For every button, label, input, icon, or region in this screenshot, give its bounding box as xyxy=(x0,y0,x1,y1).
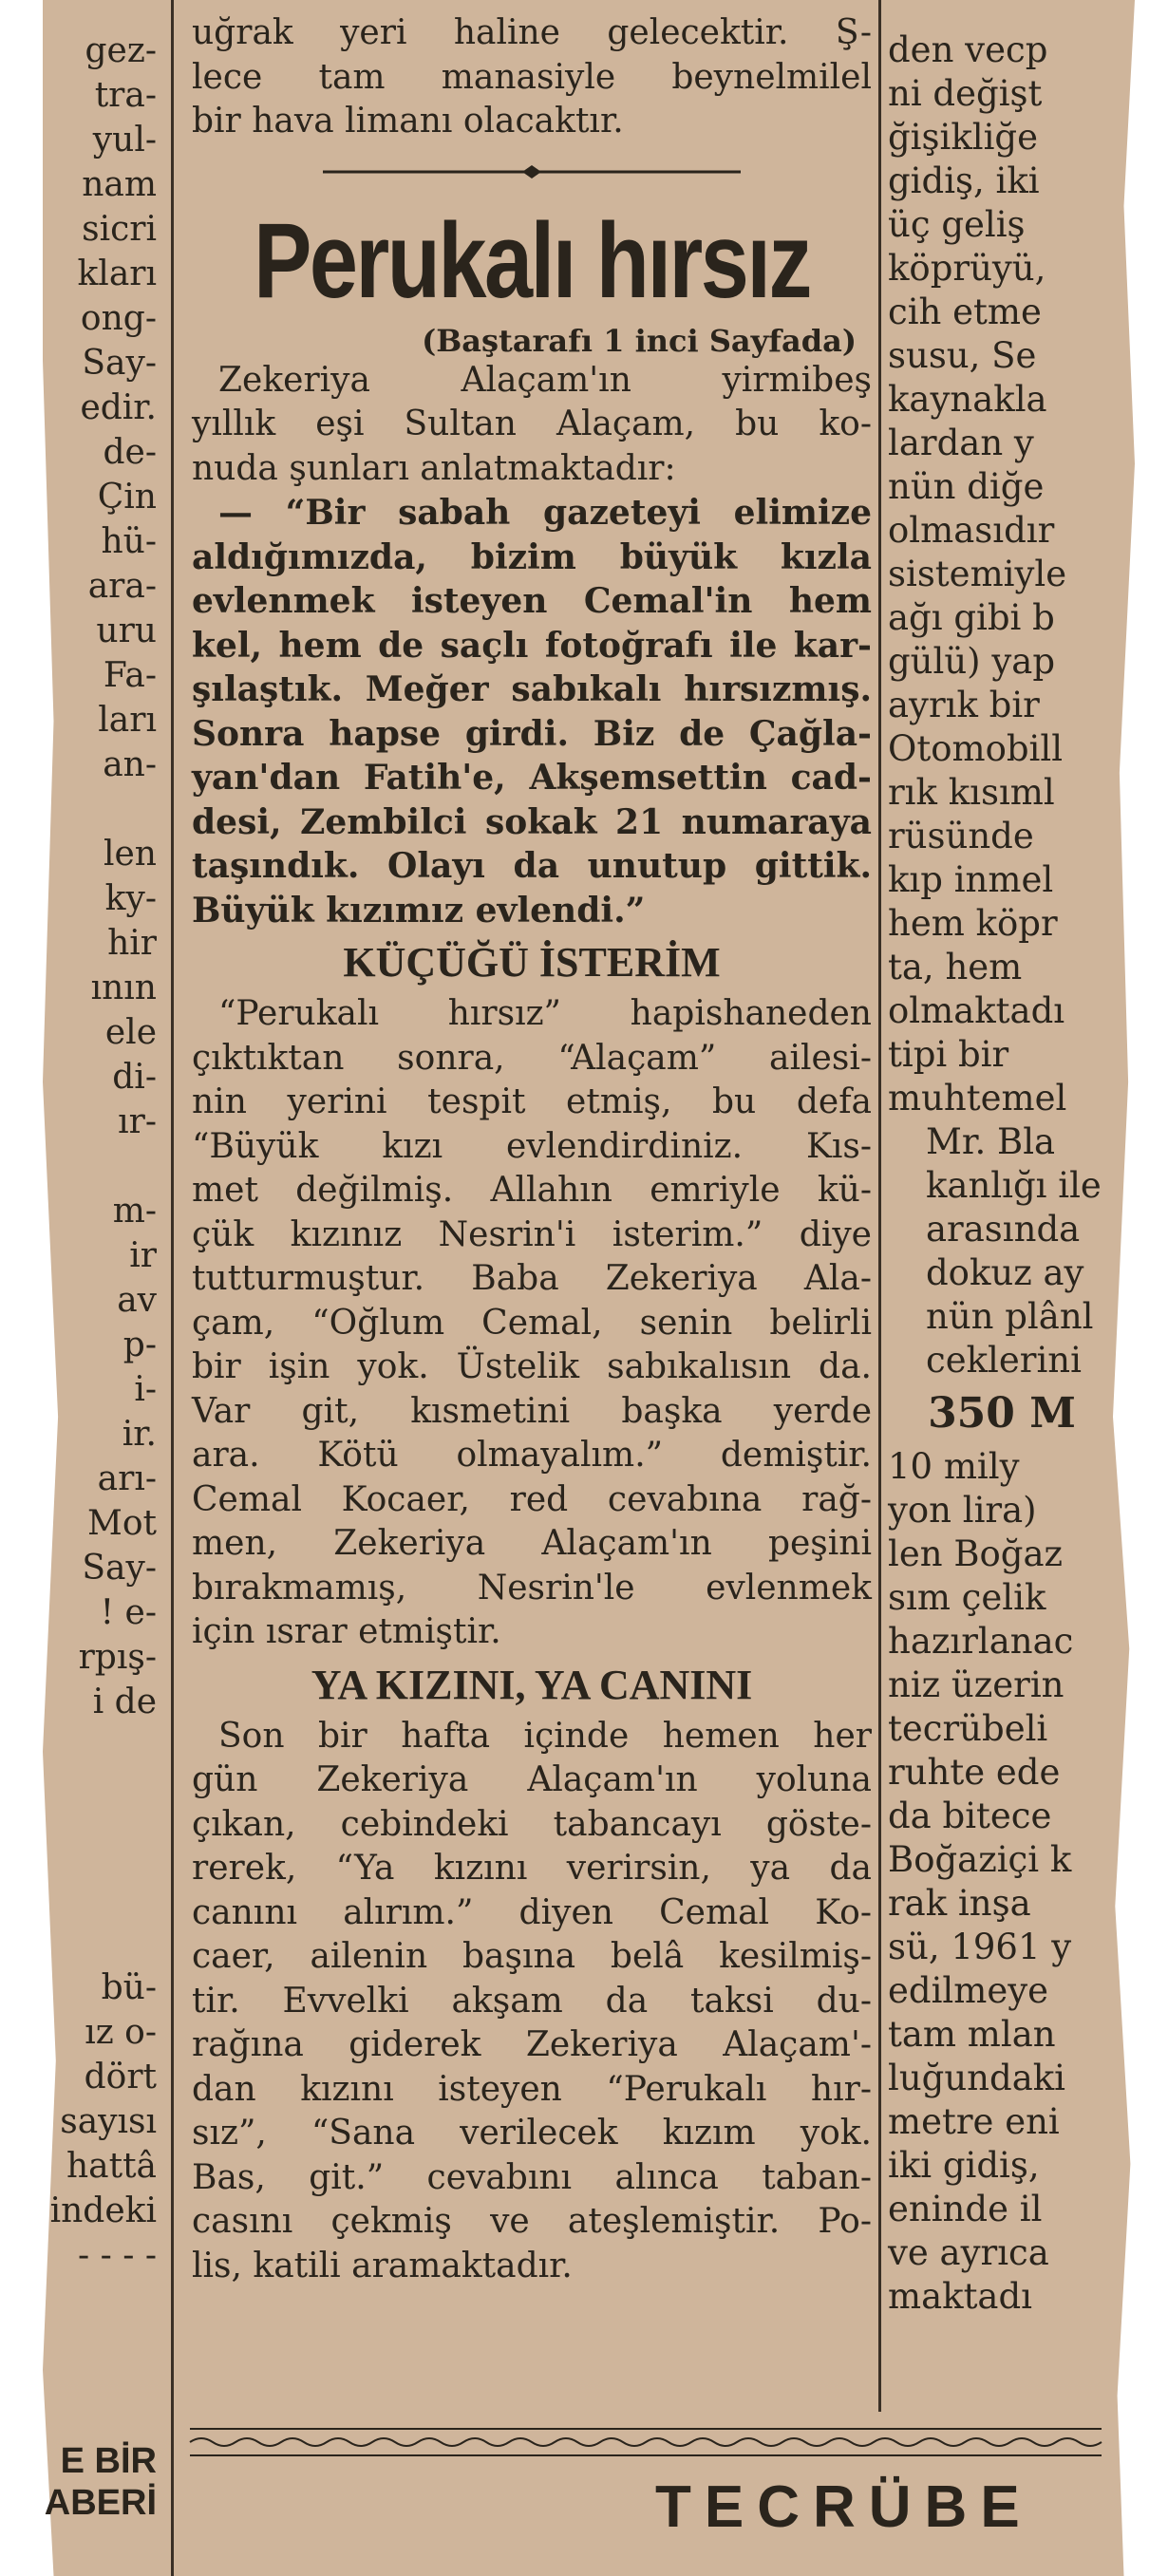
left-fragment-line: i- xyxy=(134,1370,157,1409)
article-line: yıllık eşi Sultan Alaçam, bu ko- xyxy=(192,404,872,443)
left-fragment-line: indeki xyxy=(49,2191,157,2230)
article-line: Cemal Kocaer, red cevabına rağ- xyxy=(192,1479,872,1519)
right-fragment-column xyxy=(888,28,1116,2421)
intro-line: uğrak yeri haline gelecektir. Ş- xyxy=(192,13,872,52)
right-fragment-line: rık kısıml xyxy=(888,772,1055,813)
right-fragment-a xyxy=(888,28,1116,1120)
right-fragment-line: sım çelik xyxy=(888,1577,1046,1618)
left-fragment-bottom xyxy=(43,1965,157,2278)
right-fragment-line: olmaktadı xyxy=(888,990,1065,1031)
article-line: met değilmiş. Allahın emriyle kü- xyxy=(192,1171,872,1210)
left-fragment-line: ının xyxy=(90,968,157,1007)
article-line: Son bir hafta içinde hemen her xyxy=(218,1716,872,1756)
paragraph-1 xyxy=(192,359,872,492)
right-subhead: 350 M xyxy=(928,1389,1076,1438)
paragraph-2 xyxy=(192,992,872,1655)
right-fragment-line: kıp inmel xyxy=(888,859,1054,900)
dateline: (Baştarafı 1 inci Sayfada) xyxy=(422,322,857,359)
article-line: nuda şunları anlatmaktadır: xyxy=(192,448,676,488)
right-fragment-line: hem köpr xyxy=(888,903,1058,944)
left-fragment-line: ele xyxy=(104,1013,157,1052)
right-fragment-line: dokuz ay xyxy=(926,1252,1084,1293)
right-fragment-line: 10 mily xyxy=(888,1446,1020,1487)
right-fragment-line: rüsünde xyxy=(888,816,1034,856)
article-line: çıkan, cebindeki tabancayı göste- xyxy=(192,1804,872,1844)
left-fragment-line: - - - - xyxy=(78,2236,157,2275)
article-line: Bas, git.” cevabını alınca taban- xyxy=(192,2157,872,2197)
left-fragment-line: ara- xyxy=(87,567,157,606)
left-fragment-line: dört xyxy=(84,2058,157,2097)
right-fragment-line: tecrübeli xyxy=(888,1708,1048,1749)
right-fragment-line: maktadı xyxy=(888,2276,1033,2317)
right-fragment-line: gülü) yap xyxy=(888,641,1056,682)
article-line: men, Zekeriya Alaçam'ın peşini xyxy=(192,1524,872,1563)
quote-line: evlenmek isteyen Cemal'in hem xyxy=(192,581,872,621)
left-fragment-line: Say- xyxy=(82,344,157,383)
right-fragment-line: gidiş, iki xyxy=(888,160,1040,201)
right-fragment-line: da bitece xyxy=(888,1796,1052,1836)
left-fragment-line: hattâ xyxy=(66,2147,157,2186)
paragraph-3 xyxy=(192,1715,872,2289)
right-fragment-line: den vecp xyxy=(888,29,1048,70)
left-fragment-line: ır- xyxy=(118,1102,157,1141)
left-fragment-line: kları xyxy=(77,254,157,293)
article-line: bir işin yok. Üstelik sabıkalısın da. xyxy=(192,1347,872,1386)
left-fragment-column xyxy=(43,28,157,2523)
article-line: Var git, kısmetini başka yerde xyxy=(192,1391,872,1431)
subhead-ya-kizini: YA KIZINI, YA CANINI xyxy=(311,1661,753,1708)
article-line: sız”, “Sana verilecek kızım yok. xyxy=(192,2114,872,2153)
article-line: casını çekmiş ve ateşlemiştir. Po- xyxy=(192,2202,872,2241)
article-line: gün Zekeriya Alaçam'ın yoluna xyxy=(192,1760,872,1799)
article-line: rerek, “Ya kızını verirsin, ya da xyxy=(192,1849,872,1888)
left-fragment-line: sayısı xyxy=(60,2102,157,2141)
quote-line: Sonra hapse girdi. Biz de Çağla- xyxy=(192,713,872,754)
right-fragment-line: tam mlan xyxy=(888,2014,1056,2055)
quote-line: desi, Zembilci sokak 21 numaraya xyxy=(192,801,872,842)
left-fragment-line: ky- xyxy=(104,879,157,918)
quote-line: yan'dan Fatih'e, Akşemsettin cad- xyxy=(192,758,872,798)
left-fragment-line: ir. xyxy=(122,1415,157,1454)
left-fragment-line: m- xyxy=(112,1192,157,1231)
right-fragment-line: yon lira) xyxy=(888,1490,1037,1531)
article-line: için ısrar etmiştir. xyxy=(192,1612,501,1651)
left-fragment-line: av xyxy=(117,1281,157,1320)
right-fragment-line: nün plânl xyxy=(926,1296,1094,1337)
right-fragment-b xyxy=(888,1120,1116,1382)
article-line: ara. Kötü olmayalım.” demiştir. xyxy=(192,1436,872,1475)
article-line: çam, “Oğlum Cemal, senin belirli xyxy=(192,1303,872,1343)
quote-line: aldığımızda, bizim büyük kızla xyxy=(192,536,872,577)
left-fragment-footer-line: ABERİ xyxy=(44,2483,157,2523)
right-fragment-line: köprüyü, xyxy=(888,248,1046,289)
left-fragment-line: ir xyxy=(129,1236,157,1275)
subhead-kucugu: KÜÇÜĞÜ İSTERİM xyxy=(343,939,721,986)
article-line: canını alırım.” diyen Cemal Ko- xyxy=(192,1892,872,1932)
left-fragment-line: de- xyxy=(103,433,157,472)
right-fragment-line: niz üzerin xyxy=(888,1664,1064,1705)
left-fragment-line: di- xyxy=(112,1058,157,1097)
intro-line: lece tam manasiyle beynelmilel xyxy=(192,57,872,97)
footer-ornament xyxy=(190,2421,1102,2459)
left-fragment-line: yul- xyxy=(92,121,157,160)
right-fragment-line: rak inşa xyxy=(888,1883,1031,1924)
right-fragment-line: ve ayrıca xyxy=(888,2232,1049,2273)
right-fragment-line: arasında xyxy=(926,1209,1081,1250)
right-fragment-line: Otomobill xyxy=(888,728,1064,769)
right-fragment-line: ceklerini xyxy=(926,1340,1082,1381)
left-fragment-line: arı- xyxy=(97,1459,157,1498)
right-fragment-line: ğişikliğe xyxy=(888,117,1039,158)
left-fragment-line: i de xyxy=(92,1683,157,1721)
right-fragment-line: üç geliş xyxy=(888,204,1026,245)
quote-line: kel, hem de saçlı fotoğrafı ile kar- xyxy=(192,625,872,666)
right-fragment-line: luğundaki xyxy=(888,2058,1066,2098)
left-fragment-line: hü- xyxy=(101,522,157,561)
left-fragment-line: bü- xyxy=(101,1968,157,2007)
ornament-rule xyxy=(323,163,741,180)
quote-line: taşındık. Olayı da unutup gittik. xyxy=(192,846,872,886)
column-rule-left xyxy=(171,0,174,2576)
left-fragment-line: ong- xyxy=(80,299,157,338)
right-fragment-line: nün diğe xyxy=(888,466,1045,507)
left-fragment-line xyxy=(43,787,157,832)
quote-paragraph xyxy=(192,491,872,932)
left-fragment-line: Say- xyxy=(82,1549,157,1588)
right-fragment-line: lardan y xyxy=(888,423,1034,463)
right-fragment-line: hazırlanac xyxy=(888,1621,1074,1662)
right-fragment-line: len Boğaz xyxy=(888,1533,1064,1574)
left-fragment-top xyxy=(43,28,157,1724)
right-fragment-line: kanlığı ile xyxy=(926,1165,1102,1206)
left-fragment-line: Çin xyxy=(97,478,157,517)
right-fragment-c xyxy=(888,1445,1116,2319)
right-fragment-line: ruhte ede xyxy=(888,1752,1061,1793)
left-fragment-line: len xyxy=(103,835,157,874)
left-fragment-line xyxy=(43,1144,157,1189)
left-fragment-line: hir xyxy=(107,924,157,963)
article-line: tutturmuştur. Baba Zekeriya Ala- xyxy=(192,1259,872,1298)
left-fragment-line: p- xyxy=(122,1326,157,1364)
article-line: dan kızını isteyen “Perukalı hır- xyxy=(192,2069,872,2109)
left-fragment-line: Fa- xyxy=(103,656,157,695)
article-line: bırakmamış, Nesrin'le evlenmek xyxy=(192,1568,872,1608)
left-fragment-line: tra- xyxy=(94,76,157,115)
right-fragment-line: kaynakla xyxy=(888,379,1047,420)
right-fragment-line: eninde il xyxy=(888,2189,1043,2229)
left-fragment-line: edir. xyxy=(80,388,157,427)
right-fragment-line: ağı gibi b xyxy=(888,597,1055,638)
headline: Perukalı hırsız xyxy=(254,200,810,320)
right-fragment-line: edilmeye xyxy=(888,1970,1049,2011)
right-fragment-line: tipi bir xyxy=(888,1034,1009,1075)
quote-line: — “Bir sabah gazeteyi elimize xyxy=(218,493,872,533)
intro-line: bir hava limanı olacaktır. xyxy=(192,102,624,141)
right-fragment-line: muhtemel xyxy=(888,1078,1067,1119)
left-fragment-line: an- xyxy=(103,745,157,784)
right-fragment-line: ni değişt xyxy=(888,73,1043,114)
left-fragment-line: uru xyxy=(96,611,157,650)
right-fragment-line: Boğaziçi k xyxy=(888,1839,1072,1880)
right-fragment-line: metre eni xyxy=(888,2101,1060,2142)
left-fragment-line: gez- xyxy=(85,31,157,70)
right-fragment-line: olmasıdır xyxy=(888,510,1055,551)
article-line: lis, katili aramaktadır. xyxy=(192,2246,573,2285)
left-fragment-line: ! e- xyxy=(100,1593,157,1632)
right-fragment-line: ayrık bir xyxy=(888,685,1040,725)
article-line: Zekeriya Alaçam'ın yirmibeş xyxy=(218,360,872,400)
article-line: caer, ailenin başına belâ kesilmiş- xyxy=(192,1937,872,1976)
article-line: “Büyük kızı evlendirdiniz. Kıs- xyxy=(192,1126,872,1166)
article-line: çıktıktan sonra, “Alaçam” ailesi- xyxy=(192,1038,872,1078)
quote-line: şılaştık. Meğer sabıkalı hırsızmış. xyxy=(192,669,872,709)
right-fragment-line: susu, Se xyxy=(888,335,1037,376)
left-fragment-line: Mot xyxy=(86,1504,157,1543)
quote-line: Büyük kızımız evlendi.” xyxy=(192,890,646,931)
right-fragment-line: cih etme xyxy=(888,291,1042,332)
article-line: “Perukalı hırsız” hapishaneden xyxy=(218,994,872,1033)
right-fragment-line: iki gidiş, xyxy=(888,2145,1040,2186)
right-fragment-line: ta, hem xyxy=(888,947,1023,987)
article-line: çük kızınız Nesrin'i isterim.” diye xyxy=(192,1214,872,1254)
article-line: tir. Evvelki akşam da taksi du- xyxy=(192,1981,872,2021)
left-fragment-line: ız o- xyxy=(85,2013,157,2052)
right-fragment-line: sistemiyle xyxy=(888,554,1067,594)
article-line: rağına giderek Zekeriya Alaçam'- xyxy=(192,2025,872,2064)
left-fragment-line: sicri xyxy=(82,210,157,249)
right-fragment-line: Mr. Bla xyxy=(926,1121,1056,1162)
left-fragment-line: ları xyxy=(98,701,157,740)
intro-paragraph xyxy=(192,11,872,144)
left-fragment-line: rpış- xyxy=(78,1638,157,1677)
footer-heading: TECRÜBE xyxy=(655,2474,1033,2540)
right-fragment-line: sü, 1961 y xyxy=(888,1927,1072,1967)
left-fragment-footer xyxy=(43,2440,157,2524)
article-column xyxy=(180,0,883,2576)
left-fragment-footer-line: E BİR xyxy=(60,2441,157,2481)
left-fragment-line: nam xyxy=(82,165,157,204)
article-line: nin yerini tespit etmiş, bu defa xyxy=(192,1082,872,1121)
